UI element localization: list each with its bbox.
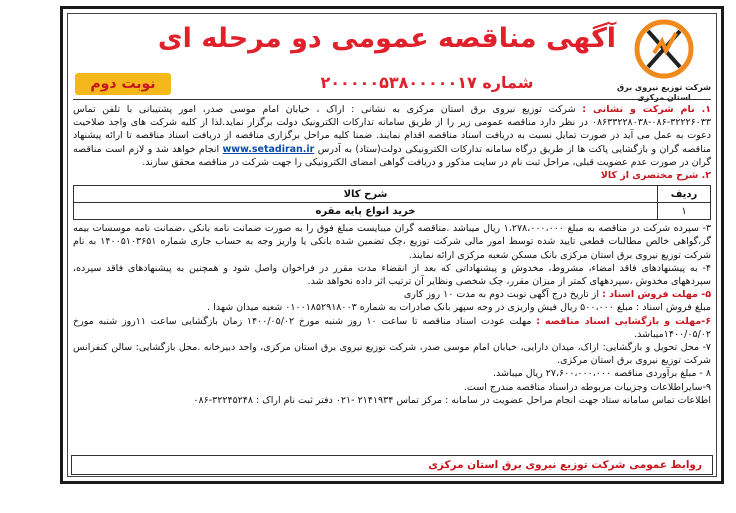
col-row-number: ردیف: [658, 186, 711, 203]
section-6: [73, 315, 711, 341]
row-number-cell: ۱: [658, 203, 711, 220]
logo-caption: شرکت توزیع نیروی برق استان مرکزی: [616, 83, 712, 102]
section-5b: مبلغ فروش اسناد : مبلغ ۵۰۰،۰۰۰ ریال فیش واریزی در وجه سپهر بانک صادرات به شماره ۰۱۰۰۱۸۵۲۹۱۸۰۰۳ شعبه میدان شهدا .: [207, 302, 711, 314]
power-logo-icon: [634, 19, 694, 79]
header-divider: [73, 99, 711, 100]
section-10: اطلاعات تماس سامانه ستاد جهت انجام مراحل عضویت در سامانه : مرکز تماس ۲۱۴۱۹۳۴ -۰۲۱ دفتر ثبت نام اراک : ۳۲۲۴۵۲۴۸-۰۸۶: [193, 394, 711, 406]
section-5-text: از تاریخ درج آگهی نوبت دوم به مدت ۱۰ روز کاری: [403, 289, 600, 301]
goods-table-header: [74, 186, 711, 203]
notice-frame: [60, 6, 724, 484]
section-5: [73, 288, 711, 301]
section-1-text: شرکت توزیع نیروی برق استان مرکزی به نشانی : اراک ، خیابان امام موسی صدر، امور پشتیبانی با تلفن تماس ۳۲۲۲۶۰۳۳-۰۸۶-۰۸۶۳۳۲۲۸۰۳۸ در نظر دارد مناقصه عمومی زیر را از طریق سامانه تدارکات الکترونیک دولت برگزار نماید.لذا از کلیه شرکت های واجد صلاحیت دعوت به عمل می آید در صورت تمایل نسبت به دریافت اسناد مناقصه اقدام نمایند. ضمنا کلیه مراحل برگزاری مناقصه از دریافت اسناد مناقصه تا ارائه پیشنهاد مناقصه گران و بازگشایی پاکت ها از طریق درگاه سامانه تدارکات الکترونیکی دولت(ستاد) به آدرس: [73, 104, 711, 155]
section-6-label: ۶-مهلت و بازگشایی اسناد مناقصه :: [536, 315, 711, 327]
goods-table: [73, 185, 711, 220]
section-2-label: ۲. شرح مختصری از کالا: [600, 170, 711, 182]
col-description: شرح کالا: [74, 186, 658, 203]
section-7: ۷- محل تحویل و بازگشایی: اراک، میدان دارایی، خیابان امام موسی صدر، شرکت توزیع نیروی برق استان مرکزی، واحد دبیرخانه .محل بازگشایی: سالن کنفرانس شرکت توزیع نیروی برق استان مرکزی.: [73, 342, 711, 367]
table-row: [74, 203, 711, 220]
section-1: [73, 103, 711, 169]
setad-link[interactable]: www.setadiran.ir: [222, 143, 315, 155]
notice-body: [73, 103, 711, 407]
section-4: ۴- به پیشنهادهای فاقد امضاء، مشروط، مخدوش و پیشنهاداتی که بعد از انقضاء مدت مقرر در فراخوان واصل شود و همچنین به پیشنهادهای فاقد سپرده، سپردههای مخدوش ،سپردههای کمتر از میزان مقرر، چک شخصی ونظایر آن ترتیب اثر داده نخواهد شد.: [73, 262, 711, 288]
tender-number: شماره ۲۰۰۰۰۰۵۳۸۰۰۰۰۰۱۷: [320, 73, 534, 92]
section-9: ۹-سایراطلاعات وجزییات مربوطه دراسناد مناقصه مندرج است.: [463, 381, 711, 393]
company-logo: [615, 19, 713, 111]
section-3: ۳- سپرده شرکت در مناقصه به مبلغ ۱،۲۷۸،۰۰۰،۰۰۰ ریال میباشد .مناقصه گران میبایست مبلغ فوق را به صورت ضمانت نامه بانکی ،ضمانت نامه موسسات بیمه گر،گواهی خالص مطالبات قطعی تایید شده توسط امور مالی شرکت توزیع ،چک تضمین شده بانکی یا واریز وجه به حساب جاری شماره ۱۴۰۰۵۱۰۳۶۵۱ به نام شرکت توزیع نیروی برق استان مرکزی بانک مسکن شعبه مرکزی ارائه نمایند.: [73, 223, 712, 261]
section-1-text-2: انجام خواهد شد و لازم است مناقصه گران در صورت عدم عضویت قبلی، مراحل ثبت نام در سایت مذکور و دریافت گواهی امضای الکترونیکی را جهت شرکت در مناقصه محقق سازند.: [73, 143, 711, 168]
public-relations-footer: روابط عمومی شرکت توزیع نیروی برق استان مرکزی: [71, 455, 713, 475]
section-8: ۸ - مبلغ برآوردی مناقصه ۲۷،۶۰۰،۰۰۰،۰۰۰ ریال میباشد.: [493, 368, 711, 380]
section-1-label: ۱. نام شرکت و نشانی :: [582, 104, 711, 115]
row-description-cell: خرید انواع پایه مقره: [74, 203, 658, 220]
section-5-label: ۵- مهلت فروش اسناد :: [602, 289, 711, 301]
round-badge: نوبت دوم: [75, 73, 171, 95]
section-6-text: مهلت عودت اسناد مناقصه تا ساعت ۱۰ روز شنبه مورخ ۱۴۰۰/۰۵/۰۲ زمان بازگشایی ساعت ۱۱روز شنبه مورخ ۱۴۰۰/۰۵/۰۲میباشد.: [73, 315, 711, 340]
notice-title: آگهی مناقصه عمومی دو مرحله ای: [157, 23, 617, 54]
